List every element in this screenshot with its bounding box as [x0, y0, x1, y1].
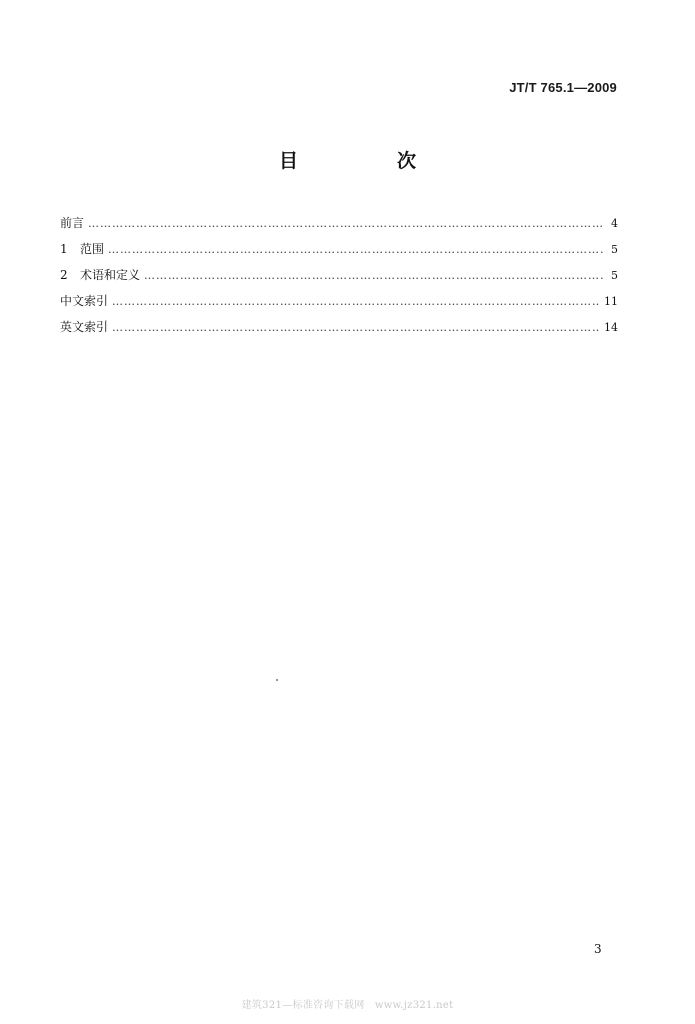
toc-page-number: 5	[611, 269, 618, 282]
toc-entry-scope[interactable]	[60, 236, 618, 262]
page-number: 3	[594, 942, 602, 956]
toc-page-number: 11	[604, 295, 618, 308]
toc-label: 英文索引	[60, 320, 109, 334]
toc-section-number: 2	[60, 268, 68, 282]
toc-page-number: 4	[611, 217, 618, 230]
toc-leader-dots	[112, 289, 600, 315]
toc-label: 前言	[60, 216, 85, 230]
toc-page-number: 14	[604, 321, 618, 334]
scan-speck	[276, 679, 278, 681]
toc-entry-chinese-index[interactable]	[60, 288, 618, 314]
toc-entry-english-index[interactable]	[60, 314, 618, 340]
page-title: 目 次	[278, 150, 456, 172]
toc-entry-terms-and-definitions[interactable]	[60, 262, 618, 288]
toc-leader-dots	[112, 315, 600, 341]
toc-label: 中文索引	[60, 294, 109, 308]
toc-label: 范围	[80, 242, 105, 256]
toc-entry-foreword[interactable]	[60, 210, 618, 236]
toc-leader-dots	[144, 263, 604, 289]
toc-section-number: 1	[60, 242, 68, 256]
toc-leader-dots	[108, 237, 604, 263]
watermark-text: 建筑321—标准咨询下载网 www.jz321.net	[241, 1000, 454, 1011]
table-of-contents	[60, 210, 618, 340]
standard-number: JT/T 765.1—2009	[509, 80, 617, 95]
toc-label: 术语和定义	[80, 268, 141, 282]
toc-leader-dots	[88, 211, 604, 237]
toc-page-number: 5	[611, 243, 618, 256]
